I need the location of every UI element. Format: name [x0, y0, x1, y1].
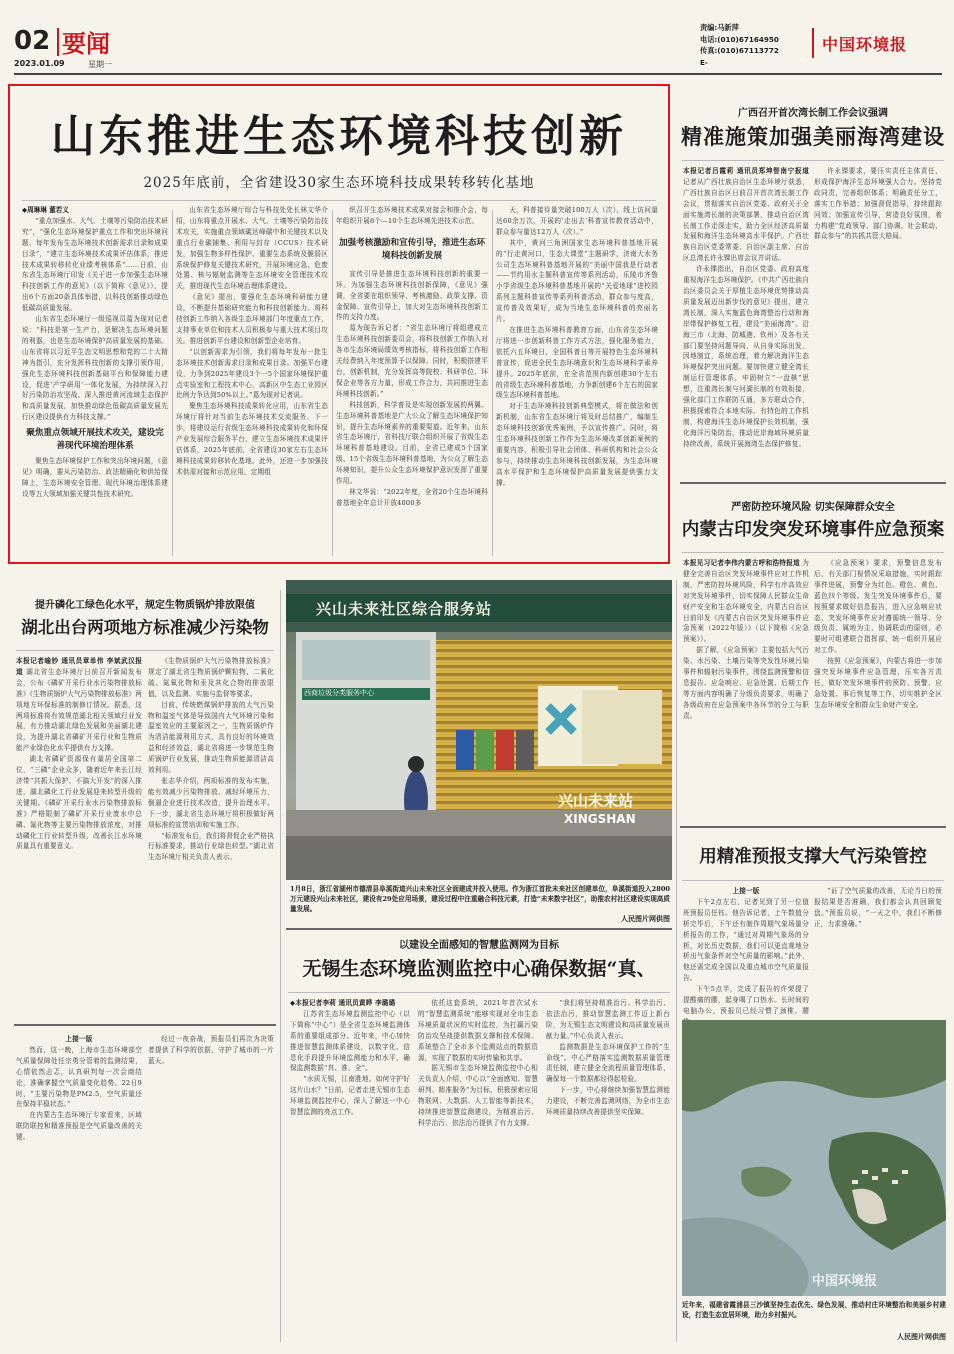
coastal-photo-art — [682, 1020, 946, 1296]
lead-col-1 — [22, 205, 168, 557]
forecast-continued: 上接一版 — [732, 887, 760, 895]
hubei-para: “标准发布后，我们将督促企业严格执行标准要求，推动行业绿色转型。”湖北省生态环境厅相关负责人表示。 — [148, 831, 274, 862]
lead-para: 宣传引导是推进生态环境科技创新的重要一环。为加强生态环境科技创新保障，《意见》强调，全省要在组织领导、考核激励、政策支撑、资金保障、宣传引导上，加大对生态环境科技创新工作的支持力度。 — [336, 269, 488, 322]
lead-headline: 山东推进生态环境科技创新 — [51, 111, 627, 162]
editor-fax: 传真:(010)67113772 — [700, 46, 779, 56]
forecast-para: 下午2点左右，记者见到了另一位值班预报员任钰。他告诉记者，上午数值分析完毕后，下午还有制作周期气象场量分析报告的工作，“通过对周期气象场的分析，对比历史数据，我们可以更直观地分析出气象条件对空气质量的影响。”此外，他还需完成全国以及重点城市空气质量报告。 — [683, 897, 809, 983]
lead-col-2 — [176, 205, 328, 557]
section-rule — [680, 826, 946, 828]
neimeng-col-1 — [683, 558, 809, 818]
editor-name: 责编:马新萍 — [700, 23, 739, 32]
section-rule — [14, 1024, 276, 1026]
wuxi-headline: 无锡生态环境监测监控中心确保数据“真、 — [302, 958, 656, 980]
column-rule — [492, 210, 493, 556]
hubei-para: 湖北省磷矿资源保有量居全国第二位，“三磷”企业众多，随着近年来长江经济带“共抓大保护、不搞大开发”的深入推进，湖北磷化工行业发展迎来转型升级的关键期。《磷矿开采行业水污染物排放标准》严格限制了磷矿开采行业废水中总磷、氟化物等主要污染物排放浓度，对推动磷化工行业转型升级、改善长江水环境质量具有重要意义。 — [16, 755, 142, 851]
page-number: 02 — [14, 26, 51, 56]
guangxi-para: 许永锞要求，要压实责任主体责任，形成保护海洋生态环境强大合力。坚持党政同责，完善组织体系；明确责任分工，落实工作举措；加强督促指导，持续跟踪问效；加强宣传引导，营造良好氛围，着力构建“党政领导、部门协调、社会联动、群众参与”的共抓共管大格局。 — [814, 167, 942, 241]
continued-label: 上接一版 — [65, 1035, 93, 1043]
section-divider — [57, 28, 59, 56]
issue-date: 2023.01.09 — [14, 59, 65, 68]
wuxi-para: 依托这套系统，2021年首次试水的“智慧监测系统”能够实现对全市生态环境质量状况的实时监控，为打赢污染防治攻坚战提供数据支撑和技术保障。系统整合了全市多个监测站点的数据资源，实现了数据的实时传输和共享。 — [418, 999, 538, 1062]
wuxi-kicker: 以建设全面感知的智慧监测网为目标 — [399, 940, 559, 950]
guangxi-para: 记者从广西壮族自治区生态环境厅获悉，广西壮族自治区日前召开首次湾长制工作会议，贯彻落实自治区党委、政府关于全面实施湾长制的决策部署，推动自治区湾长制工作走深走实，助力全区经济高质量发展和海洋生态环境高水平保护。广西壮族自治区党委常委、自治区副主席、自治区总湾长许永锞出席会议并讲话。 — [683, 177, 809, 263]
lead-subhead-1: 聚焦重点领域开展技术攻关，建设完善现代环境治理体系 — [26, 428, 164, 452]
lead-para: 织召开生态环境技术成果对接会和推介会，每年组织开展8个—10个生态环境先进技术示范。 — [336, 206, 488, 225]
guangxi-col-1 — [683, 166, 809, 474]
wuxi-col-3 — [546, 998, 670, 1344]
lead-para: 葛为现告诉记者：“省生态环境厅将组建成立生态环境科技创新委员会，将科技创新工作纳入对各市生态环境局绩效考核指标，将科技创新工作相关经费纳入年度预算予以保障。同时，积极搭建平台，创新机制，充分发挥高等院校、科研单位、环保企业等各方力量，形成工作合力，共同推进生态环境科技创新。” — [336, 324, 488, 398]
hubei-col-2 — [148, 656, 274, 1016]
lead-para: 聚焦生态环境保护工作和突出环境问题，《意见》明确，要从污染防治、政法精确化和供给保障上，生态环境安全管理、现代环境治理体系建设等五大领域加强关键共性技术研究。 — [22, 457, 168, 498]
photo-sign-kiosk-en: XINGSHAN — [564, 812, 636, 826]
section-title: 要闻 — [62, 29, 110, 58]
forecast-para: “证了空气质量的改善，无论当日的预报结果是否准确，我们都会认真回顾复盘。”预报员说，“一天之中，我们不断修正，力求准确。” — [814, 887, 942, 928]
editor-phone: 电话:(010)67164950 — [700, 34, 779, 44]
forecast-col-2 — [814, 886, 942, 1016]
issue-weekday: 星期一 — [88, 60, 112, 69]
continued-col-1 — [16, 1034, 142, 1344]
section-rule — [286, 928, 672, 930]
wuxi-para: 江苏省生态环境监测监控中心（以下简称“中心”）是全省生态环境监测体系的重要组成部分。近年来，中心加快推进智慧监测体系建设，以数字化、信息化手段提升环境监测能力和水平，确保监测数据“真、准、全”。 — [290, 1009, 410, 1073]
continued-para: 经过一夜奋战，预报员们再次为决策者提供了科学的依据，守护了城市的一片蓝天。 — [148, 1035, 274, 1065]
neimeng-byline: 本报见习记者李伟内蒙古呼和浩特报道 — [683, 559, 800, 567]
lead-para: “以创新需求为引领，我们将每年发布一批生态环境技术创新需求目录和成果目录。加强平台建设，力争到2025年建设3个一5个国家环境保护重点实验室和工程技术中心，高新区中生态工业园区比例力争达到50%以上。”葛为现对记者说。 — [176, 347, 328, 400]
lead-para: 科技创新，科学普及是实现创新发展的两翼。生态环境科普基地是广大公众了解生态环境保护知识，提升生态环境素养的重要渠道。近年来，山东省生态环境厅，省科技厅联合组织开展了省级生态环境科普基地建设。目前，全省已建成5个国家级、15个省级生态环境科普基地，为公众了解生态环境知识，提升公众生态环境保护意识发挥了重要作用。 — [336, 400, 488, 486]
section-rule — [682, 552, 944, 553]
lead-para: 聚焦生态环境科技成果转化应用，山东省生态环境厅将针对当前生态环境技术交流服务、下一步，将建设运行省级生态环境科技成果转化和环保产业发展综合服务平台，建立生态环境技术成果评估体系，2025年底前，全省建设30家左右生态环境科技成果转移转化基地。此外，还进一步加强技术供需对接和示范应用，定期组 — [176, 402, 328, 476]
guangxi-kicker: 广西召开首次湾长制工作会议强调 — [738, 108, 888, 118]
neimeng-para: 为健全完善自治区突发环境事件应对工作机制，严密防控环境风险，科学有序高效应对突发环境事件，切实保障人民群众生命财产安全和生态环境安全，内蒙古自治区日前印发《内蒙古自治区突发环境事件应急预案（2022年版）》（以下简称《应急预案》）。 — [683, 559, 809, 644]
hubei-para: 《生物质锅炉大气污染物排放标准》规定了湖北省生物质锅炉颗粒物、二氧化硫、氮氧化物和汞及其化合物的排放限值，以及监测、实施与监督等要求。 — [148, 657, 274, 698]
lead-subhead-2: 加强考核激励和宣传引导，推进生态环境科技创新发展 — [338, 237, 486, 261]
coastal-photo — [682, 1020, 946, 1296]
masthead-rule — [14, 73, 942, 75]
coastal-credit: 人民图片网供图 — [897, 1332, 946, 1341]
neimeng-para: 据了解，《应急预案》主要包括大气污染、水污染、土壤污染等突发性环境污染事件和辐射污染事件，围绕监测预警和信息报告、应急响应、应急处置、后期工作等方面内容明确了分级负责要求，明确了各级政府在应急预案中各环节的分工与职责。 — [683, 646, 809, 720]
lead-para: “重点加强水、大气、土壤等污染防治技术研究”，“强化生态环境保护重点工作和突出环境问题，每年发布生态环境技术创新需求目录和成果目录”，“建立生态环境技术成果评估体系，推进技术成果转移转化业绩考核体系”……日前，山东省生态环境厅印发《关于进一步加强生态环境科技创新工作的意见》（以下简称《意见》），提出6个方面20条具体举措，以科技创新推动绿色低碳高质量发展。 — [22, 216, 168, 313]
photo-sign-main: 兴山未来社区综合服务站 — [316, 600, 493, 618]
wuxi-byline: ◆本报记者李莉 通讯员黄晔 李璐璐 — [290, 999, 396, 1007]
guangxi-col-2 — [814, 166, 942, 474]
neimeng-headline: 内蒙古印发突发环境事件应急预案 — [681, 520, 945, 540]
forecast-para: 下午5点半，完成了报告的许荣提了提酸痛的腰，起身喝了口热水。长时间的电脑办公，预报员已经习惯了颈椎、腰 — [683, 985, 809, 1015]
wuxi-col-1 — [290, 998, 410, 1344]
lead-para: 天，科普接待量突破100万人（次），线上访问量达60余万次，开展的‘走出去’科普宣传教育活动中，群众参与量达12万人（次）。” — [496, 206, 658, 236]
lead-para: 对于生态环境科技创新典型模式，将在做法和创新机制，山东省生态环境厅将及时总结推广，编制生态环境科技创新优秀案例，予以宣传推广。同时，将生态环境科技创新工作作为生态环境改革创新案例的重要内容，积极引导社会团体、科研机构和社会公众参与，持续推动生态环境科技创新发展，为生态环境高水平保护和生态环境保护高质量发展提供强力支撑。 — [496, 402, 658, 487]
column-rule — [280, 590, 281, 1342]
wuxi-para: “水质无锡，江南胜地。如何守护好这片山水？”日前，记者走进无锡市生态环境监测监控中心，深入了解这一中心智慧监测的亮点工作。 — [290, 1075, 410, 1117]
column-rule — [172, 210, 173, 556]
photo-sign-kiosk: 兴山未来站 — [558, 792, 634, 810]
section-rule — [682, 160, 944, 161]
lead-col-4 — [496, 205, 658, 557]
editor-email: E- — [700, 57, 708, 67]
photo-credit: 人民图片网供图 — [621, 914, 670, 923]
coastal-caption: 近年来，福建省霞浦县三沙镇坚持生态优先、绿色发展，推动村庄环境整治和美丽乡村建设，打造生态宜居环境，助力乡村振兴。 — [682, 1301, 946, 1319]
lead-para: 在推进生态环境科普教育方面，山东省生态环境厅将进一步创新科普工作方式方法，强化服务能力，依托六五环境日，全国科普日等开展特色生态环境科普宣传，促进全民生态环境意识和生态环境科学素养提升。2025年底前，在全省范围内新创建30个左右的省级生态环境科普基地，力争新创建6个左右的国家级生态环境科普基地。 — [496, 325, 658, 400]
lead-col-3 — [336, 205, 488, 557]
photo-caption: 1月8日，浙江省湖州市德清县阜溪街道兴山未来社区全面建成并投入使用。作为浙江首批未来社区创建单位，阜溪街道投入2800万元建设兴山未来社区，建设有29处应用场景，建设过程中注重融合科技元素，打造“未来数字社区”，助推农村社区建设实现高质量发展。 — [290, 885, 670, 913]
lead-rule — [22, 200, 656, 201]
lead-byline: ◆周琳琳 董若义 — [22, 206, 69, 214]
photo-sign-service: 西商垃圾分类服务中心 — [304, 689, 374, 697]
lead-para: 山东省生态环境厅综合与科技处处长林文华介绍，山东将重点开展水、大气、土壤等污染防治技术攻关，实施重点领域碳达峰碳中和关键技术以及重点行业碳捕集、利用与封存（CCUS）技术研发，加强生物多样性保护、重要生态系统及脆弱区系统保护修复关键技术研究，开展环境应急、危废处置、核与辐射监测等生态环境安全管理技术攻关，推进现代生态环境治理体系建设。 — [176, 206, 328, 291]
hubei-para: 湖北省生态环境厅日前召开新闻发布会，公布《磷矿开采行业水污染物排放标准》《生物质锅炉大气污染物排放标准》两项地方环保标准的制修订情况。据悉，这两项标准将有效规范湖北相关领域行业发展，有力推动湖北绿色发展和美丽湖北建设，为提升湖北省磷矿开采行业和生物质能产业绿色化水平提供有力支撑。 — [16, 667, 142, 753]
continued-para: 然而，这一晚，上海市生态环境部空气质量保障处任宗勇分管着的监测结果，心情依然忐忑，认真研判每一次会商结论，准确掌握空气质量变化趋势。22日9时，“主要污染物是PM2.5，空气质量还在保持平稳状态。” — [16, 1045, 142, 1109]
watermark: 中国环境报 — [812, 1274, 878, 1289]
section-rule — [680, 482, 946, 484]
section-rule — [16, 650, 274, 651]
masthead-divider — [812, 28, 814, 58]
hubei-kicker: 提升磷化工绿色化水平，规定生物质锅炉排放限值 — [35, 600, 255, 610]
hubei-para: 目前，传统燃煤锅炉排放的大气污染物和温室气体是导致国内大气环境污染和温室效应的主要原因之一，生物质锅炉作为清洁能源利用方式，具有良好的环境效益和经济效益，湖北省将进一步规范生物质锅炉行业发展，推动生物质能源清洁高效利用。 — [148, 700, 274, 775]
continued-col-2 — [148, 1034, 274, 1344]
neimeng-kicker: 严密防控环境风险 切实保障群众安全 — [731, 502, 895, 512]
hubei-byline: 本报记者喻妙 通讯员章单伟 李斌武汉报道 — [16, 657, 142, 676]
section-rule — [288, 992, 670, 993]
column-rule — [332, 210, 333, 556]
lead-subheadline: 2025年底前，全省建设30家生态环境科技成果转移转化基地 — [143, 175, 535, 191]
wuxi-para: 据无锡市生态环境监测监控中心相关负责人介绍，中心以“全面感知、智慧研判、精准服务”为目标，积极探索应用物联网、大数据、人工智能等新技术，持续推进智慧监测建设，为精准治污、科学治污、依法治污提供了有力支撑。 — [418, 1064, 538, 1127]
section-rule — [682, 880, 944, 881]
lead-para: 其中，黄河三角洲国家生态环境科普基地开展的“行走黄河口，生态大课堂”主题研学，济南大水务公司生态环境科普基地开展的“美丽中国我是行动者——节约用水主题科普宣传等系列活动，乐陵市齐鲁小学省级生态环境科普基地开展的“关爱地球”进校园系列主题科普宣传等系列科普活动，群众参与度高，宣传普及效果好，成为当地生态环境科普的亮丽名片。 — [496, 238, 658, 324]
column-rule — [676, 580, 677, 1342]
editor-info — [700, 22, 810, 70]
hubei-col-1 — [16, 656, 142, 1016]
lead-para: 《意见》提出，要强化生态环境科研能力建设，不断提升基础研究能力和科技创新能力。将科技创新工作纳入各级生态环境部门年度重点工作，支持事业单位和技术人员积极参与重大技术项目攻关。推进创新平台建设和创新型企业培育。 — [176, 293, 328, 345]
wuxi-para: 下一步，中心将继续加强智慧监测能力建设，不断完善监测网络，为全市生态环境质量持续改善提供坚实保障。 — [546, 1086, 670, 1117]
wuxi-para: “我们将坚持精准治污、科学治污、依法治污，推动智慧监测工作迈上新台阶，为无锡生态文明建设和高质量发展贡献力量。”中心负责人表示。 — [546, 999, 670, 1040]
community-photo-art — [286, 580, 672, 880]
guangxi-byline: 本报记者吕霞莉 通讯员郑坤智南宁报道 — [683, 167, 809, 175]
guangxi-headline: 精准施策加强美丽海湾建设 — [681, 124, 945, 149]
continued-para: 在内蒙古生态环境厅专家看来，区域联防联控和精准预报是空气质量改善的关键。 — [16, 1111, 142, 1142]
hubei-para: 张志华介绍，两项标准的发布实施，能有效减少污染物排放、减轻环境压力，倒逼企业进行技术改造，提升治理水平。下一步，湖北省生态环境厅将积极做好两项标准的宣贯培训和实施工作。 — [148, 776, 274, 829]
lead-para: 山东省生态环境厅一级巡视员葛为现对记者说：“科技是第一生产力，是解决生态环境问题的利器，也是生态环境保护高质量发展的基础。山东省将以习近平生态文明思想和党的二十大精神为指引，充分发挥科技创新的支撑引领作用，强化生态环境科技创新基础平台和保障能力建设，促进‘产学研用’一体化发展，为持续深入打好污染防治攻坚战、深入推进黄河流域生态保护和高质量发展，加快推动绿色低碳高质量发展先行区建设提供有力科技支撑。” — [22, 315, 168, 422]
guangxi-para: 许永锞指出，自治区党委、政府高度重视海洋生态环境保护。《中共广西壮族自治区委员会关于厚植生态环境优势推动高质量发展迈出新步伐的意见》提出，建立湾长制，深入实施蓝色海湾整治行动和海岸带保护修复工程，建设“美丽海湾”。沿海三市（北海、防城港、钦州）及各有关部门要坚持问题导向，从自身实际出发，因地制宜，系统治理，着力解决海洋生态环境保护突出问题。要加快建立健全湾长制运行管理体系，牢固树立“一盘棋”思想，注重湾长制与河湖长制的有效衔接，强化部门工作联防互通，多方联动合作，积极探索符合本地实际、有特色的工作机制，构建海洋生态环境保护长效机制，强化海洋污染防治，推动近岸海域环境质量持续改善，系统开展海湾生态保护修复。 — [683, 265, 809, 448]
neimeng-para: 按照《应急预案》，内蒙古将进一步加强突发环境事件应急管理，压实各方责任，做好突发环境事件的预防、预警、应急处置、事后恢复等工作，切实维护全区生态环境安全和群众生命财产安全。 — [814, 657, 942, 709]
hubei-headline: 湖北出台两项地方标准减少污染物 — [21, 618, 269, 637]
lead-para: 林文华说：“2022年度，全省20个生态环境科普基地全年总计开放4000多 — [336, 487, 488, 507]
forecast-headline: 用精准预报支撑大气污染管控 — [699, 847, 927, 867]
neimeng-col-2 — [814, 558, 942, 818]
paper-logo: 中国环境报 — [822, 35, 908, 54]
wuxi-col-2 — [418, 998, 538, 1344]
community-photo — [286, 580, 672, 880]
wuxi-para: 监测数据是生态环境保护工作的“生命线”。中心严格落实监测数据质量管理责任制，建立健全全流程质量管理体系，确保每一个数据都经得起检验。 — [546, 1042, 670, 1084]
neimeng-para: 《应急预案》要求，预警信息发布后，有关部门视情况采取措施，实时跟踪事件进展，预警分为红色、橙色、黄色、蓝色四个等级。发生突发环境事件后，要按照要求做好信息报告，进入应急响应状态，突发环境事件应对遵循统一领导、分级负责、属地为主、协调联动的原则，必要时可组建联合指挥部，统一组织开展应对工作。 — [814, 559, 942, 655]
